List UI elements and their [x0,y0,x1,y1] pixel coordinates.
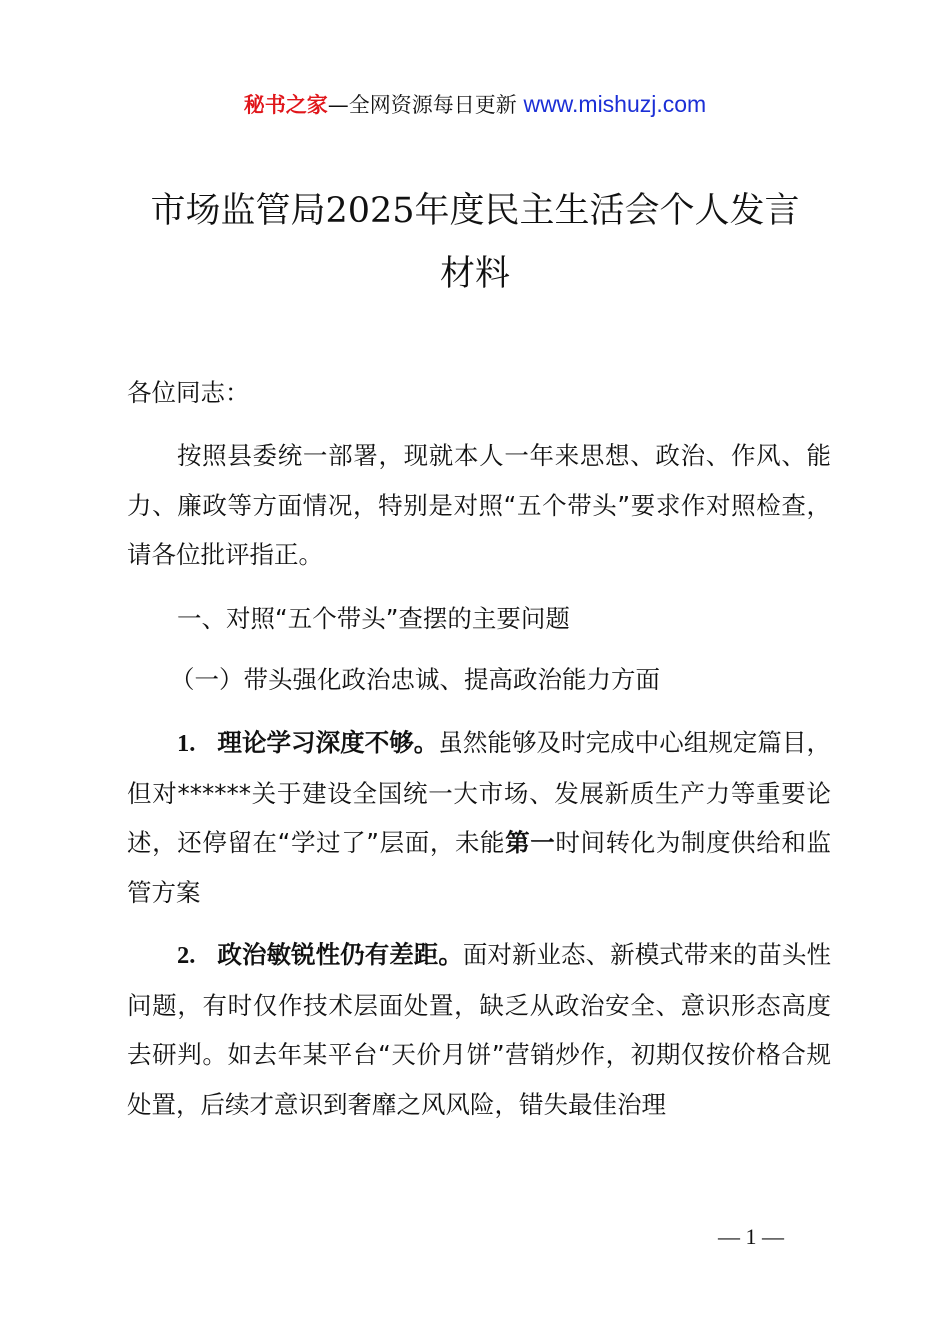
site-url-link[interactable]: www.mishuzj.com [523,91,707,117]
page-number: — 1 — [718,1224,784,1249]
item-2-paragraph [127,930,831,1129]
item-bold-text: 第一 [505,828,556,857]
salutation: 各位同志： [127,378,250,407]
section-heading: 一、对照“五个带头”查摆的主要问题 [177,604,570,633]
item-text: 时间转化为制度供给和监管方案 [127,828,832,907]
document-title: 市场监管局2025年度民主生活会个人发言材料 [150,191,800,294]
intro-paragraph: 按照县委统一部署，现就本人一年来思想、政治、作风、能力、廉政等方面情况，特别是对照“五个带头”要求作对照检查，请各位批评指正。 [127,441,831,569]
item-heading: 理论学习深度不够。 [217,728,439,757]
item-number: 2. [177,942,196,969]
item-text: 面对新业态、新模式带来的苗头性问题，有时仅作技术层面处置，缺乏从政治安全、意识形态高度去研判。如去年某平台“天价月饼”营销炒作，初期仅按价格合规处置，后续才意识到奢靡之风风险，错失最佳治理 [127,940,832,1119]
item-1-paragraph [127,718,831,917]
header-tagline: —全网资源每日更新 [327,93,524,117]
item-number: 1. [177,730,196,757]
item-text: 虽然能够及时完成中心组规定篇目，但对******关于建设全国统一大市场、发展新质生产力等重要论述，还停留在“学过了”层面，未能 [127,728,832,857]
subsection-heading: （一）带头强化政治忠诚、提高政治能力方面 [170,665,660,694]
brand-name: 秘书之家 [243,93,328,117]
site-header [0,88,950,121]
item-heading: 政治敏锐性仍有差距。 [217,940,463,969]
